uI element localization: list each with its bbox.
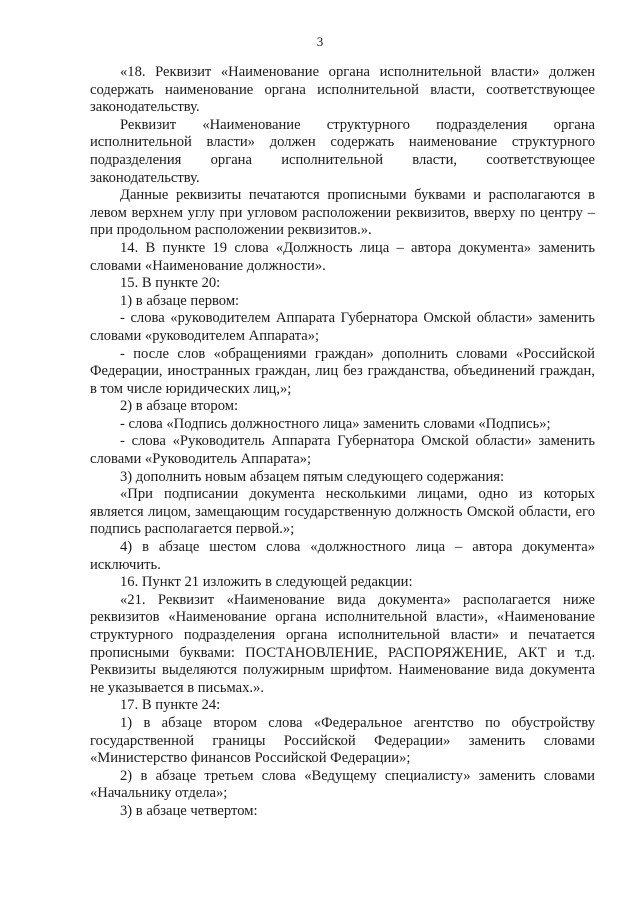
- paragraph: - после слов «обращениями граждан» дополнить словами «Российской Федерации, иностранных граждан, лиц без гражданства, объединений граждан, в том числе юридических лиц,»;: [90, 345, 595, 397]
- paragraph: 3) в абзаце четвертом:: [120, 802, 258, 819]
- paragraph: 17. В пункте 24:: [120, 697, 221, 714]
- paragraph: - слова «Руководитель Аппарата Губернатора Омской области» заменить словами «Руководитель Аппарата»;: [90, 433, 595, 468]
- paragraph: 2) в абзаце втором:: [120, 398, 239, 415]
- paragraph: «При подписании документа несколькими лицами, одно из которых является лицом, замещающим государственную должность Омской области, его подпись располагается первой.»;: [90, 486, 595, 538]
- paragraph: 14. В пункте 19 слова «Должность лица – автора документа» заменить словами «Наименование должности».: [90, 239, 595, 274]
- paragraph: 4) в абзаце шестом слова «должностного лица – автора документа» исключить.: [90, 539, 595, 573]
- paragraph: 3) дополнить новым абзацем пятым следующего содержания:: [120, 468, 505, 485]
- paragraph: Реквизит «Наименование структурного подразделения органа исполнительной власти» должен содержать наименование структурного подразделения органа исполнительной власти, соответствующее законодательству.: [90, 116, 595, 186]
- paragraph: - слова «руководителем Аппарата Губернатора Омской области» заменить словами «руководителем Аппарата»;: [90, 310, 595, 344]
- paragraph: 16. Пункт 21 изложить в следующей редакции:: [120, 574, 413, 591]
- paragraph: 1) в абзаце первом:: [120, 292, 240, 309]
- page-number: 3: [316, 34, 324, 49]
- paragraph: «21. Реквизит «Наименование вида документа» располагается ниже реквизитов «Наименование органа исполнительной власти», «Наименование структурного подразделения органа исполнительной власти» и печатается прописными буквами: ПОСТАНОВЛЕНИЕ, РАСПОРЯЖЕНИЕ, АКТ и т.д. Реквизиты выделяются полужирным шрифтом. Наименование вида документа не указывается в письмах.».: [90, 591, 595, 696]
- paragraph: 2) в абзаце третьем слова «Ведущему специалисту» заменить словами «Начальнику отдела»;: [90, 767, 595, 802]
- paragraph: Данные реквизиты печатаются прописными буквами и располагаются в левом верхнем углу при угловом расположении реквизитов, вверху по центру – при продольном расположении реквизитов.».: [90, 187, 595, 239]
- document-body: [90, 64, 595, 821]
- paragraph: - слова «Подпись должностного лица» заменить словами «Подпись»;: [120, 415, 551, 432]
- paragraph: 15. В пункте 20:: [120, 275, 221, 292]
- paragraph: 1) в абзаце втором слова «Федеральное агентство по обустройству государственной границы Российской Федерации» заменить словами «Министерство финансов Российской Федерации»;: [90, 714, 595, 767]
- paragraph: «18. Реквизит «Наименование органа исполнительной власти» должен содержать наименование органа исполнительной власти, соответствующее законодательству.: [90, 64, 595, 116]
